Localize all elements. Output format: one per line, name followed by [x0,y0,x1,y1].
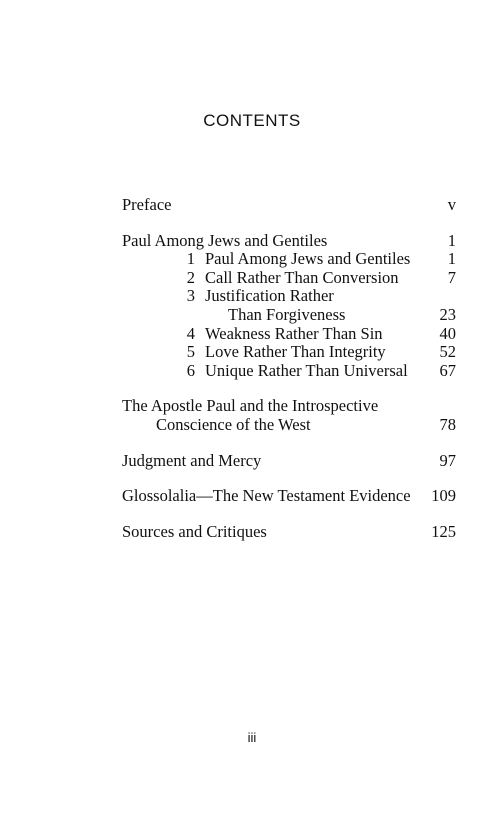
toc-chapter-3-continuation [122,306,456,325]
chapter-page: 1 [447,249,456,269]
chapter-title: Love Rather Than Integrity [205,342,386,362]
chapter-page: 23 [439,304,456,324]
chapter-number: 4 [186,323,195,343]
toc-entry-title: The Apostle Paul and the Introspective [122,396,379,416]
chapter-number: 5 [186,342,195,362]
chapter-number: 6 [186,360,195,380]
chapter-title: Justification Rather [205,286,334,306]
toc-entry-title: Preface [122,195,172,214]
chapter-title: Unique Rather Than Universal [205,360,408,380]
toc-entry-apostle-paul [122,397,456,434]
contents-heading: CONTENTS [203,111,301,130]
toc-entry-title: Judgment and Mercy [122,450,262,470]
chapter-number: 2 [186,267,195,287]
toc-entry-page: 78 [439,414,456,434]
toc-entry-page: 125 [431,521,456,541]
toc-chapter-5 [122,343,456,362]
toc-entry-title: Glossolalia—The New Testament Evidence [122,486,411,506]
toc-entry-title: Paul Among Jews and Gentiles [122,230,328,250]
chapter-title: Paul Among Jews and Gentiles [205,249,411,269]
toc-chapter-1 [122,250,456,269]
chapter-number: 3 [186,286,195,306]
chapter-page: 40 [439,323,456,343]
toc-entry-page: 1 [447,230,456,250]
chapter-page: 52 [439,342,456,362]
chapter-page: 67 [439,360,456,380]
toc-entry-page: 109 [431,486,456,506]
chapter-title: Call Rather Than Conversion [205,267,399,287]
toc-entry-preface [122,196,456,215]
toc-chapter-6 [122,362,456,381]
toc-entry-title: Sources and Critiques [122,521,267,541]
toc-entry-paul-among-jews [122,232,456,381]
toc-entry-sources [122,523,456,542]
toc-entry-judgment [122,452,456,471]
page-number: iii [247,730,257,745]
toc-chapter-3 [122,287,456,306]
table-of-contents [122,196,456,558]
toc-chapter-2 [122,269,456,288]
toc-entry-title-continuation: Conscience of the West [156,414,311,434]
toc-entry-page: v [447,195,456,214]
toc-chapter-4 [122,325,456,344]
chapter-number: 1 [186,249,195,269]
toc-entry-page: 97 [439,450,456,470]
toc-entry-glossolalia [122,487,456,506]
chapter-title: Weakness Rather Than Sin [205,323,383,343]
chapter-page: 7 [447,267,456,287]
chapter-title-continuation: Than Forgiveness [228,304,346,324]
